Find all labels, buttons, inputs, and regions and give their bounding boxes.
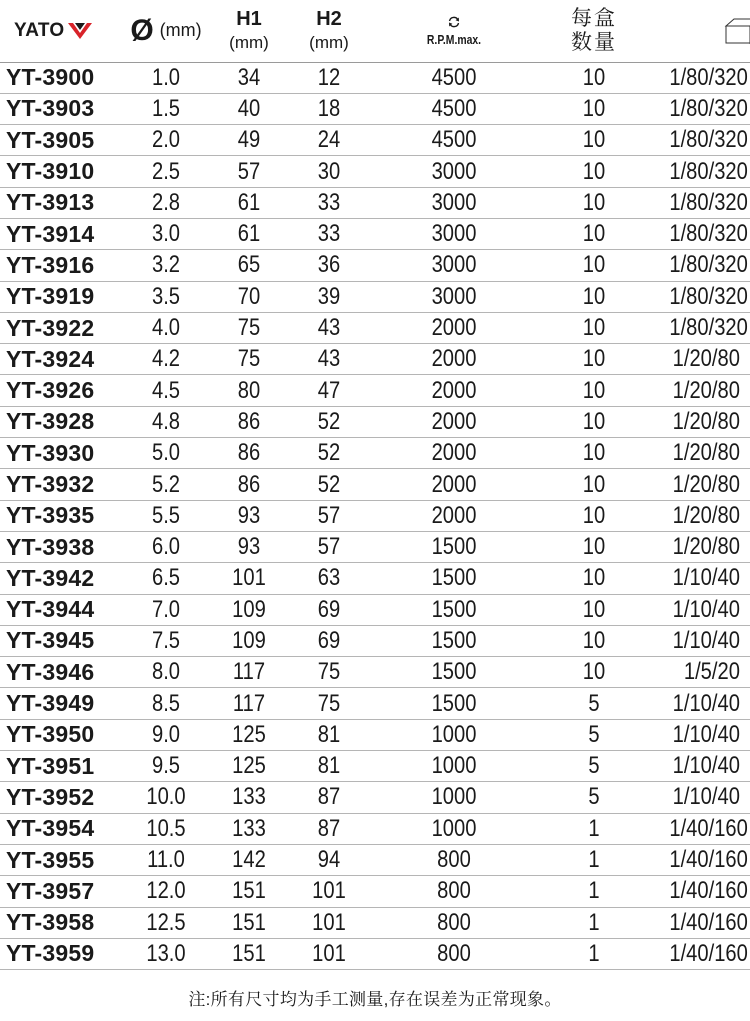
cell-model-code: YT-3958 [0,907,118,938]
cell-rpm-max: 2000 [387,438,521,469]
cell-pack-size: 1/80/320 [669,187,750,218]
table-row [0,563,750,594]
header-quantity [534,0,654,62]
cell-quantity: 10 [544,93,645,124]
table-row [0,469,750,500]
cell-pack-size: 1/40/160 [669,844,750,875]
cell-pack-size: 1/80/320 [669,281,750,312]
cell-model-code: YT-3955 [0,844,118,875]
cell-pack-size: 1/10/40 [669,688,750,719]
cell-h2: 43 [291,312,367,343]
cell-diameter: 5.2 [126,469,207,500]
cell-diameter: 11.0 [126,844,207,875]
cell-diameter: 4.8 [126,406,207,437]
cell-model-code: YT-3924 [0,344,118,375]
cell-h2: 75 [291,688,367,719]
cell-pack-size: 1/20/80 [669,531,750,562]
cell-rpm-max: 3000 [387,281,521,312]
table-row [0,125,750,156]
cell-model-code: YT-3922 [0,312,118,343]
cell-model-code: YT-3942 [0,563,118,594]
cell-pack-size: 1/80/320 [669,312,750,343]
table-row [0,907,750,938]
cell-rpm-max: 2000 [387,500,521,531]
cell-rpm-max: 800 [387,907,521,938]
cell-h2: 101 [291,876,367,907]
cell-pack-size: 1/10/40 [669,563,750,594]
cell-diameter: 3.0 [126,218,207,249]
cell-h2: 52 [291,406,367,437]
footer-note: 注:所有尺寸均为手工测量,存在误差为正常现象。 [188,990,562,1009]
h1-unit: (mm) [229,33,269,53]
table-row [0,625,750,656]
cell-pack-size: 1/20/80 [669,406,750,437]
cell-diameter: 10.5 [126,813,207,844]
cell-h2: 12 [291,62,367,93]
cell-rpm-max: 800 [387,876,521,907]
cell-h1: 93 [220,531,279,562]
table-body [0,62,750,970]
cell-model-code: YT-3959 [0,938,118,969]
table-row [0,250,750,281]
cell-diameter: 4.2 [126,344,207,375]
cell-quantity: 10 [544,406,645,437]
table-row [0,438,750,469]
table-row [0,406,750,437]
cell-diameter: 2.0 [126,125,207,156]
cell-diameter: 5.5 [126,500,207,531]
cell-pack-size: 1/20/80 [669,375,750,406]
box-icon [724,17,750,45]
cell-diameter: 2.8 [126,187,207,218]
cell-diameter: 8.5 [126,688,207,719]
quantity-line2: 数量 [571,30,617,54]
table-row [0,594,750,625]
table-row [0,657,750,688]
cell-h1: 86 [220,438,279,469]
cell-h2: 33 [291,218,367,249]
cell-quantity: 10 [544,469,645,500]
cell-h1: 117 [220,688,279,719]
cell-rpm-max: 1500 [387,563,521,594]
cell-h2: 69 [291,625,367,656]
h2-unit: (mm) [309,33,349,53]
cell-model-code: YT-3949 [0,688,118,719]
cell-model-code: YT-3946 [0,657,118,688]
cell-quantity: 1 [544,876,645,907]
cell-diameter: 12.0 [126,876,207,907]
cell-pack-size: 1/10/40 [669,719,750,750]
cell-pack-size: 1/10/40 [669,625,750,656]
cell-quantity: 10 [544,438,645,469]
cell-rpm-max: 1500 [387,531,521,562]
cell-pack-size: 1/80/320 [669,218,750,249]
cell-rpm-max: 4500 [387,125,521,156]
cell-h1: 75 [220,312,279,343]
table-row [0,375,750,406]
cell-quantity: 10 [544,281,645,312]
table-row [0,62,750,93]
cell-diameter: 8.0 [126,657,207,688]
cell-pack-size: 1/80/320 [669,125,750,156]
cell-model-code: YT-3957 [0,876,118,907]
header-h1 [214,0,284,62]
cell-rpm-max: 2000 [387,312,521,343]
cell-model-code: YT-3952 [0,782,118,813]
cell-pack-size: 1/80/320 [669,250,750,281]
cell-rpm-max: 1000 [387,751,521,782]
cell-h1: 142 [220,844,279,875]
cell-diameter: 9.5 [126,751,207,782]
cell-model-code: YT-3945 [0,625,118,656]
cell-quantity: 10 [544,156,645,187]
cell-rpm-max: 800 [387,938,521,969]
cell-rpm-max: 1000 [387,813,521,844]
cell-quantity: 10 [544,250,645,281]
table-row [0,187,750,218]
cell-h1: 34 [220,62,279,93]
cell-h2: 57 [291,531,367,562]
table-row [0,156,750,187]
cell-model-code: YT-3950 [0,719,118,750]
cell-quantity: 1 [544,844,645,875]
cell-h1: 40 [220,93,279,124]
cell-h1: 80 [220,375,279,406]
cell-h2: 47 [291,375,367,406]
cell-h1: 117 [220,657,279,688]
cell-h1: 65 [220,250,279,281]
cell-quantity: 1 [544,938,645,969]
cell-h1: 86 [220,406,279,437]
cell-quantity: 5 [544,719,645,750]
table-row [0,218,750,249]
cell-diameter: 7.0 [126,594,207,625]
cell-h1: 93 [220,500,279,531]
table-row [0,782,750,813]
cell-diameter: 1.5 [126,93,207,124]
cell-diameter: 6.0 [126,531,207,562]
h2-label: H2 [316,8,342,31]
cell-quantity: 10 [544,563,645,594]
table-row [0,813,750,844]
cell-quantity: 10 [544,344,645,375]
cell-quantity: 10 [544,125,645,156]
cell-rpm-max: 2000 [387,406,521,437]
cell-pack-size: 1/40/160 [669,813,750,844]
cell-diameter: 7.5 [126,625,207,656]
cell-h1: 86 [220,469,279,500]
cell-model-code: YT-3954 [0,813,118,844]
cell-h2: 43 [291,344,367,375]
cell-quantity: 10 [544,594,645,625]
cell-diameter: 1.0 [126,62,207,93]
diameter-unit: (mm) [159,20,202,41]
cell-h2: 101 [291,907,367,938]
cell-h1: 151 [220,938,279,969]
table-row [0,312,750,343]
cell-quantity: 10 [544,187,645,218]
cell-pack-size: 1/20/80 [669,500,750,531]
cell-h1: 151 [220,907,279,938]
cell-rpm-max: 800 [387,844,521,875]
cell-quantity: 10 [544,375,645,406]
cell-model-code: YT-3903 [0,93,118,124]
cell-diameter: 4.0 [126,312,207,343]
cell-h1: 70 [220,281,279,312]
cell-model-code: YT-3951 [0,751,118,782]
cell-h2: 81 [291,719,367,750]
cell-model-code: YT-3913 [0,187,118,218]
cell-model-code: YT-3916 [0,250,118,281]
cell-rpm-max: 2000 [387,469,521,500]
cell-h1: 109 [220,625,279,656]
table-row [0,281,750,312]
cell-diameter: 12.5 [126,907,207,938]
cell-pack-size: 1/10/40 [669,751,750,782]
cell-diameter: 4.5 [126,375,207,406]
cell-model-code: YT-3938 [0,531,118,562]
cell-h1: 61 [220,187,279,218]
table-row [0,876,750,907]
rpm-label: R.P.M.max. [426,31,482,47]
cell-rpm-max: 3000 [387,156,521,187]
cell-model-code: YT-3935 [0,500,118,531]
cell-diameter: 2.5 [126,156,207,187]
cell-h2: 75 [291,657,367,688]
cell-quantity: 10 [544,531,645,562]
table-row [0,500,750,531]
cell-quantity: 5 [544,782,645,813]
cell-rpm-max: 1500 [387,688,521,719]
diameter-icon: Ø [130,13,154,47]
cell-pack-size: 1/40/160 [669,907,750,938]
cell-h2: 18 [291,93,367,124]
header-brand [0,0,118,62]
cell-model-code: YT-3905 [0,125,118,156]
cell-h1: 151 [220,876,279,907]
cell-diameter: 9.0 [126,719,207,750]
cell-h1: 75 [220,344,279,375]
yato-logo-icon [67,21,93,41]
cell-quantity: 10 [544,500,645,531]
cell-rpm-max: 2000 [387,375,521,406]
header-h2 [284,0,374,62]
cell-h2: 101 [291,938,367,969]
cell-h2: 52 [291,469,367,500]
cell-diameter: 3.2 [126,250,207,281]
cell-h1: 133 [220,782,279,813]
table-row [0,719,750,750]
cell-h2: 69 [291,594,367,625]
cell-model-code: YT-3944 [0,594,118,625]
table-row [0,844,750,875]
cell-rpm-max: 3000 [387,218,521,249]
cell-h2: 39 [291,281,367,312]
table-row [0,938,750,969]
cell-h2: 81 [291,751,367,782]
header-diameter [118,0,214,62]
cell-h2: 87 [291,782,367,813]
cell-diameter: 6.5 [126,563,207,594]
cell-model-code: YT-3926 [0,375,118,406]
cell-model-code: YT-3919 [0,281,118,312]
cell-rpm-max: 4500 [387,93,521,124]
cell-rpm-max: 1500 [387,625,521,656]
cell-model-code: YT-3900 [0,62,118,93]
cell-pack-size: 1/80/320 [669,93,750,124]
cell-pack-size: 1/80/320 [669,62,750,93]
cell-h2: 33 [291,187,367,218]
cell-pack-size: 1/20/80 [669,344,750,375]
cell-pack-size: 1/80/320 [669,156,750,187]
table-row [0,344,750,375]
table-row [0,688,750,719]
cell-diameter: 5.0 [126,438,207,469]
cell-h1: 57 [220,156,279,187]
rotation-icon [447,15,461,29]
cell-h1: 133 [220,813,279,844]
cell-pack-size: 1/5/20 [669,657,750,688]
cell-quantity: 5 [544,751,645,782]
cell-h1: 101 [220,563,279,594]
header-rpm [374,0,534,62]
cell-pack-size: 1/10/40 [669,594,750,625]
cell-pack-size: 1/20/80 [669,469,750,500]
cell-rpm-max: 1000 [387,782,521,813]
cell-model-code: YT-3914 [0,218,118,249]
cell-h1: 61 [220,218,279,249]
cell-quantity: 10 [544,657,645,688]
cell-rpm-max: 3000 [387,250,521,281]
cell-quantity: 10 [544,218,645,249]
cell-pack-size: 1/40/160 [669,876,750,907]
cell-h1: 109 [220,594,279,625]
h1-label: H1 [236,8,262,31]
cell-diameter: 13.0 [126,938,207,969]
cell-rpm-max: 4500 [387,62,521,93]
cell-h2: 57 [291,500,367,531]
table-row [0,531,750,562]
header-pack [654,0,750,62]
cell-h2: 52 [291,438,367,469]
cell-quantity: 1 [544,907,645,938]
table-row [0,93,750,124]
cell-pack-size: 1/10/40 [669,782,750,813]
cell-h2: 94 [291,844,367,875]
cell-h2: 30 [291,156,367,187]
cell-pack-size: 1/40/160 [669,938,750,969]
cell-h2: 36 [291,250,367,281]
cell-rpm-max: 3000 [387,187,521,218]
cell-rpm-max: 1500 [387,594,521,625]
cell-h2: 87 [291,813,367,844]
cell-rpm-max: 1000 [387,719,521,750]
cell-model-code: YT-3928 [0,406,118,437]
cell-diameter: 10.0 [126,782,207,813]
cell-h1: 49 [220,125,279,156]
cell-quantity: 10 [544,62,645,93]
cell-h1: 125 [220,719,279,750]
cell-pack-size: 1/20/80 [669,438,750,469]
quantity-line1: 每盒 [571,6,617,30]
brand-name: YATO [14,19,65,41]
cell-h2: 24 [291,125,367,156]
cell-h2: 63 [291,563,367,594]
cell-model-code: YT-3932 [0,469,118,500]
table-row [0,751,750,782]
cell-h1: 125 [220,751,279,782]
cell-rpm-max: 1500 [387,657,521,688]
cell-model-code: YT-3930 [0,438,118,469]
cell-quantity: 10 [544,625,645,656]
cell-quantity: 10 [544,312,645,343]
cell-rpm-max: 2000 [387,344,521,375]
table-header [0,0,750,62]
cell-diameter: 3.5 [126,281,207,312]
cell-quantity: 5 [544,688,645,719]
cell-model-code: YT-3910 [0,156,118,187]
cell-quantity: 1 [544,813,645,844]
